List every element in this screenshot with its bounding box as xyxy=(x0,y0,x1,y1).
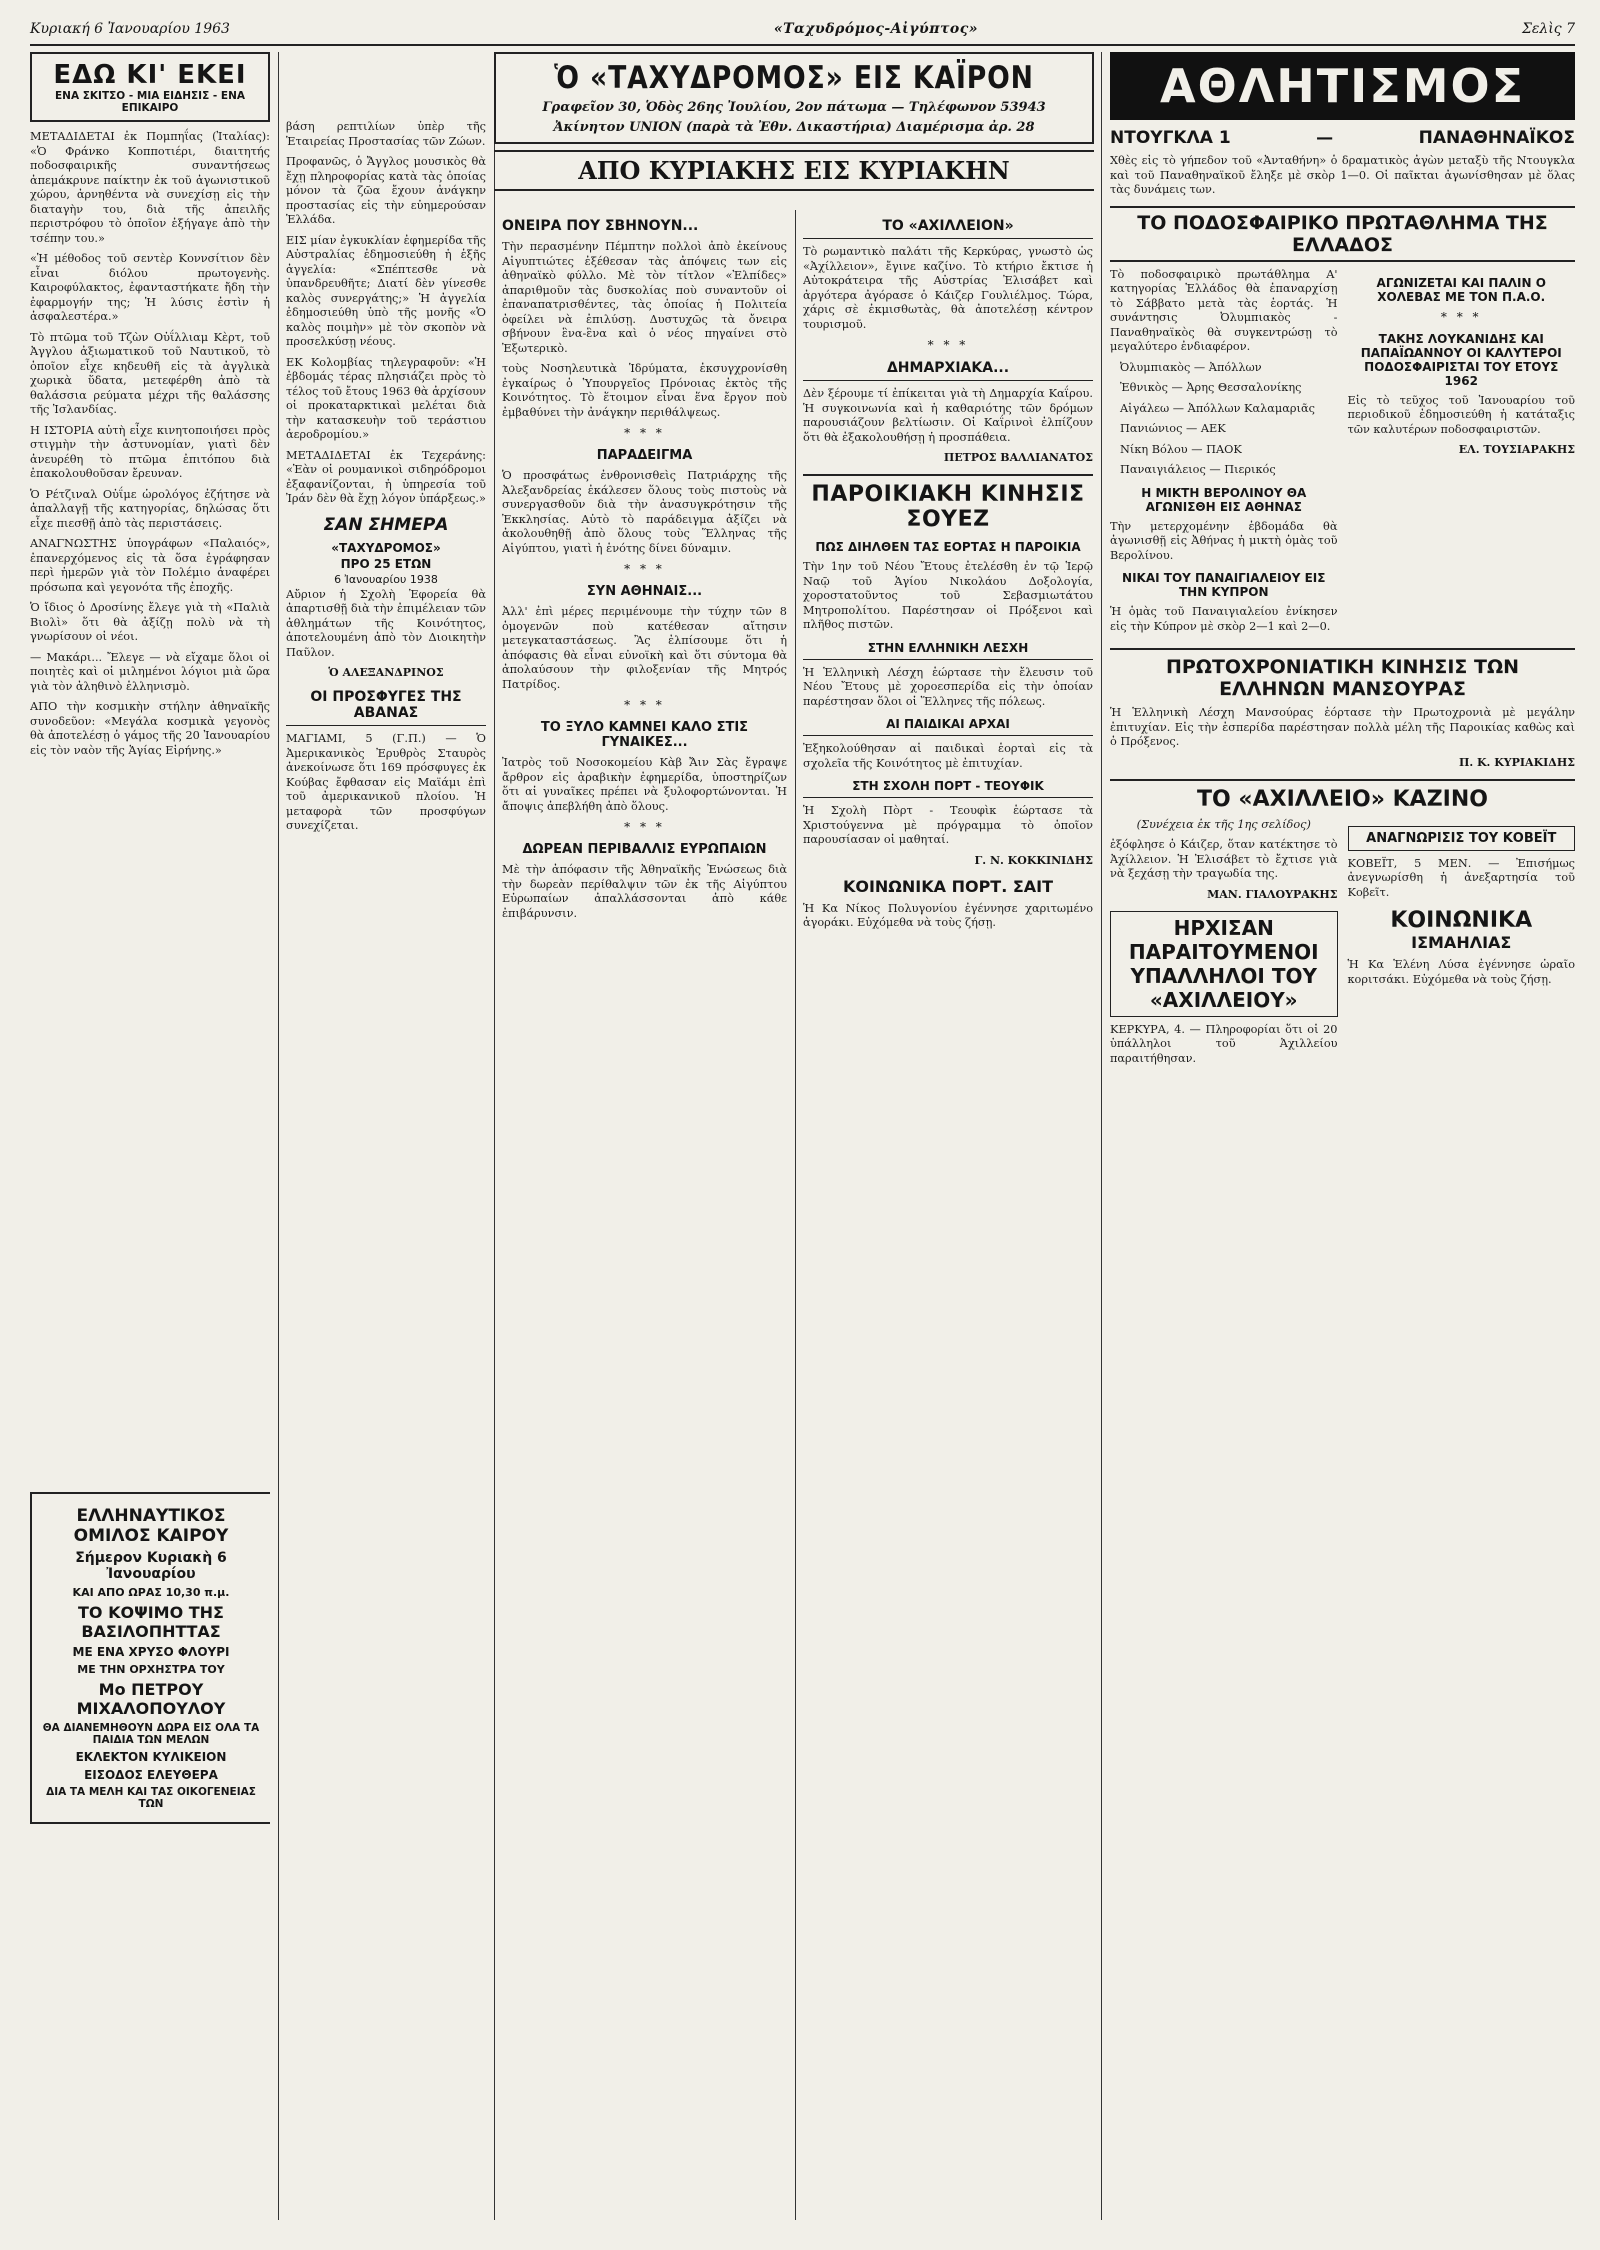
section-title: ΕΔΩ ΚΙ' ΕΚΕΙ xyxy=(53,60,247,90)
article-text: Τὸ ρωμαντικὸ παλάτι τῆς Κερκύρας, γνωστὸ ὡς «Ἀχίλλειον», ἔγινε καζίνο. Τὸ κτήριο ἔκτισε ἡ Αὐτοκράτειρα τῆς Αὐστρίας Ἐλισάβετ καὶ ἀργότερα ἀγόρασε ὁ Κάιζερ Γουλιέλμος. Τώρα, χάρις σὲ ἐκμισθωτὰς, θὰ ἀποτελέσῃ κέντρον τουρισμοῦ. xyxy=(803,245,1093,331)
masthead-address: Γραφεῖον 30, Ὁδὸς 26ης Ἰουλίου, 2ον πάτωμα — Τηλέφωνον 53943 xyxy=(542,100,1046,115)
team-home: ΝΤΟΥΓΚΛΑ 1 xyxy=(1110,128,1231,148)
news-item: «Ἡ μέθοδος τοῦ σεντὲρ Κοννσίτιον δὲν εἶναι διόλου πρωτογενὴς. Καιροφύλακτος, ἐφανταστήκατε ἤδη τὴν ἐφαρμογήν της; Ἡ λύσις ἐστὶν ἡ ἀσφαλεστέρα.» xyxy=(30,252,270,323)
parish-title: ΠΑΡΟΙΚΙΑΚΗ ΚΙΝΗΣΙΣ ΣΟΥΕΖ xyxy=(803,474,1093,532)
section-subtitle: ΕΝΑ ΣΚΙΤΣΟ - ΜΙΑ ΕΙΔΗΣΙΣ - ΕΝΑ ΕΠΙΚΑΙΡΟ xyxy=(54,90,246,114)
ad-line: ΘΑ ΔΙΑΝΕΜΗΘΟΥΝ ΔΩΡΑ ΕΙΣ ΟΛΑ ΤΑ ΠΑΙΔΙΑ ΤΩΝ ΜΕΛΩΝ xyxy=(42,1722,260,1746)
anniversary-subtitle: «ΤΑΧΥΔΡΟΜΟΣ» xyxy=(331,540,441,555)
subheading-oneira: ΟΝΕΙΡΑ ΠΟΥ ΣΒΗΝΟΥΝ... xyxy=(502,218,699,234)
masthead-address: Ἀκίνητον UNION (παρὰ τὰ Ἐθν. Δικαστήρια) Διαμέρισμα ἀρ. 28 xyxy=(553,120,1035,135)
article-text: Τὸ ποδοσφαιρικὸ πρωτάθλημα Α' κατηγορίας Ἑλλάδος θὰ ἐπαναρχίσῃ τὸ Σάββατο μετὰ τὰς ἑορτάς. Ἡ συνάντησις Ὀλυμπιακὸς - Παναθηναϊκὸς θὰ συγκεντρώσῃ τὸ μεγαλύτερο ἐνδιαφέρον. xyxy=(1110,267,1338,353)
casino-left xyxy=(1110,818,1338,1073)
ad-line: ΜΕ ΕΝΑ ΧΡΥΣΟ ΦΛΟΥΡΙ xyxy=(72,1645,230,1659)
article-text: Τὴν 1ην τοῦ Νέου Ἔτους ἐτελέσθη ἐν τῷ Ἱερῷ Ναῷ τοῦ Ἁγίου Νικολάου Δοξολογία, χοροστατοῦντος τοῦ Σεβασμιωτάτου Μητροπολίτου. Παρέστησαν οἱ Πρόξενοι καὶ πλῆθος πιστῶν. xyxy=(803,560,1093,631)
column-rule xyxy=(795,210,796,2220)
author-signature: ΕΛ. ΤΟΥΣΙΑΡΑΚΗΣ xyxy=(1458,443,1575,456)
main-column-title: ΑΠΟ ΚΥΡΙΑΚΗΣ ΕΙΣ ΚΥΡΙΑΚΗΝ xyxy=(494,150,1094,191)
article-text: Δὲν ξέρουμε τί ἐπίκειται γιὰ τὴ Δημαρχία Καΐρου. Ἡ συγκοινωνία καὶ ἡ καθαριότης τῶν δρόμων παρουσιάζουν βελτίωσιν. Οἱ Καΐρινοὶ ἐλπίζουν ὅτι θὰ ἐξακολουθήσῃ ἡ προσπάθεια. xyxy=(803,387,1093,444)
article-text: ΚΕΡΚΥΡΑ, 4. — Πληροφορίαι ὅτι οἱ 20 ὑπάλληλοι τοῦ Ἀχιλλείου παραιτήθησαν. xyxy=(1110,1022,1338,1065)
ad-line: ΤΟ ΚΟΨΙΜΟ ΤΗΣ ΒΑΣΙΛΟΠΗΤΤΑΣ xyxy=(78,1603,224,1641)
anniversary-text: Αὔριον ἡ Σχολὴ Ἐφορεία θὰ ἀπαρτισθῇ διὰ τὴν ἐπιμέλειαν τῶν ἀθλημάτων τῆς Κοινότητος, ἀποτελουμένη ἀπὸ τὸν Διοικητὴν Παῦλον. xyxy=(286,587,486,659)
subheading-paradeigma: ΠΑΡΑΔΕΙΓΜΑ xyxy=(596,448,693,463)
score-separator: — xyxy=(1316,128,1334,148)
article-text: Ἡ Σχολὴ Πὸρτ - Τεουφὶκ ἑώρτασε τὰ Χριστούγεννα μὲ πρόγραμμα τὸ ὁποῖον παρουσίασαν οἱ μαθηταί. xyxy=(803,804,1093,846)
ad-line: Σήμερον Κυριακὴ 6 Ἰανουαρίου xyxy=(75,1550,227,1582)
subheading-achilleion: ΤΟ «ΑΧΙΛΛΕΙΟΝ» xyxy=(803,218,1093,239)
ad-line: Μο ΠΕΤΡΟΥ ΜΙΧΑΛΟΠΟΥΛΟΥ xyxy=(76,1680,226,1718)
news-item: Ὁ ἴδιος ὁ Δροσίνης ἔλεγε γιὰ τὴ «Παλιὰ Βιολὶ» ὅτι θὰ ἀξίζῃ πολὺ νὰ τὴ γνωρίσουν οἱ νέοι. xyxy=(30,601,270,643)
anniversary-signature: Ὁ ΑΛΕΞΑΝΔΡΙΝΟΣ xyxy=(328,666,444,679)
news-item: Προφανῶς, ὁ Ἄγγλος μουσικὸς θὰ ἔχῃ πληροφορίας κατὰ τὰς ὁποίας μόνον τὰ ζῶα ἔχουν ἀνάγκην προστασίας εἰς τὴν εὐημερούσαν Ἑλλάδα. xyxy=(286,155,486,226)
page-date: Κυριακή 6 Ἰανουαρίου 1963 xyxy=(30,21,230,37)
casino-right xyxy=(1348,818,1576,1073)
fixture: Νίκη Βόλου — ΠΑΟΚ xyxy=(1120,442,1242,456)
author-signature: ΠΕΤΡΟΣ ΒΑΛΛΙΑΝΑΤΟΣ xyxy=(943,451,1093,464)
anniversary-date: 6 Ἰανουαρίου 1938 xyxy=(334,572,438,586)
column-4 xyxy=(803,210,1093,2220)
championship-title: ΤΟ ΠΟΔΟΣΦΑΙΡΙΚΟ ΠΡΩΤΑΘΛΗΜΑ ΤΗΣ ΕΛΛΑΔΟΣ xyxy=(1110,206,1575,262)
separator-stars: * * * xyxy=(624,426,665,440)
article-text: Ἡ Κα Ἑλένη Λύσα ἐγέννησε ὡραῖο κοριτσάκι. Εὐχόμεθα νὰ τοὺς ζήσῃ. xyxy=(1347,958,1575,986)
subheading-xylo: ΤΟ ΞΥΛΟ ΚΑΜΝΕΙ ΚΑΛΟ ΣΤΙΣ ΓΥΝΑΙΚΕΣ... xyxy=(540,720,749,750)
article-text: Ἡ Ἑλληνικὴ Λέσχη ἑώρτασε τὴν ἔλευσιν τοῦ Νέου Ἔτους μὲ χοροεσπερίδα εἰς τὴν ὁποίαν παρέστησαν ὅλοι οἱ Ἕλληνες τῆς πόλεως. xyxy=(803,665,1093,708)
refugees-title: ΟΙ ΠΡΟΣΦΥΓΕΣ ΤΗΣ ΑΒΑΝΑΣ xyxy=(286,689,486,726)
masthead-box xyxy=(494,52,1094,144)
ad-line: ΕΚΛΕΚΤΟΝ ΚΥΛΙΚΕΙΟΝ xyxy=(75,1750,227,1764)
anniversary-title: ΣΑΝ ΣΗΜΕΡΑ xyxy=(323,514,449,535)
running-head xyxy=(30,14,1575,44)
news-item: ΑΠΟ τὴν κοσμικὴν στήλην ἀθηναϊκῆς συνοδεῦον: «Μεγάλα κοσμικὰ γεγονὸς θὰ ἀποτελέσῃ ὁ γάμος τῆς 20 Ἰανουαρίου εἰς τὸν ναὸν τῆς Ἁγίας Εἰρήνης.» xyxy=(30,700,270,757)
sports-right xyxy=(1348,268,1576,641)
casino-columns xyxy=(1110,818,1575,1073)
fixture: Πανιώνιος — ΑΕΚ xyxy=(1120,422,1226,435)
anniversary-years: ΠΡΟ 25 ΕΤΩΝ xyxy=(340,556,432,571)
column-rule xyxy=(278,52,279,2220)
ad-line: ΚΑΙ ΑΠΟ ΩΡΑΣ 10,30 π.μ. xyxy=(72,1586,230,1599)
ad-line: ΔΙΑ ΤΑ ΜΕΛΗ ΚΑΙ ΤΑΣ ΟΙΚΟΓΕΝΕΙΑΣ ΤΩΝ xyxy=(46,1786,256,1810)
sports-section-title: ΑΘΛΗΤΙΣΜΟΣ xyxy=(1110,52,1575,120)
article-text: Μὲ τὴν ἀπόφασιν τῆς Ἀθηναϊκῆς Ἐνώσεως διὰ τὴν δωρεὰν περίθαλψιν τῶν ἐκ τῆς Αἰγύπτου Εὐρωπαίων ἀπαλλάσσονται ἀπὸ κάθε ἐπιβάρυνσιν. xyxy=(502,863,787,920)
subheading-koinonika: ΚΟΙΝΩΝΙΚΑ ΠΟΡΤ. ΣΑΙΤ xyxy=(842,876,1054,896)
news-item: ΕΙΣ μίαν ἐγκυκλίαν ἐφημερίδα τῆς Αὐστραλίας ἐδημοσιεύθη ἡ ἑξῆς ἀγγελία: «Σπέπτεσθε νὰ ὑπανδρευθῆτε; Διατί δὲν γίνεσθε καλὸς συνεργάτης;» Ἡ ἀγγελία ἐδημοσιεύθη ὑπὸ τῆς μονῆς «Ὁ καλὸς ποιμὴν» μὲ τὸν σκοπὸν νὰ προσελκύσῃ νέους. xyxy=(286,233,486,348)
ad-line: ΜΕ ΤΗΝ ΟΡΧΗΣΤΡΑ ΤΟΥ xyxy=(77,1663,225,1676)
subheading-berlin: Η ΜΙΚΤΗ ΒΕΡΟΛΙΝΟΥ ΘΑ ΑΓΩΝΙΣΘΗ ΕΙΣ ΑΘΗΝΑΣ xyxy=(1141,485,1307,514)
article-text: Ἡ Κα Νίκος Πολυγονίου ἐγέννησε χαριτωμένο ἀγοράκι. Εὐχόμεθα νὰ τοὺς ζήσῃ. xyxy=(803,901,1093,929)
author-signature: Γ. Ν. ΚΟΚΚΙΝΙΔΗΣ xyxy=(974,853,1093,867)
subheading-paidikai: ΑΙ ΠΑΙΔΙΚΑΙ ΑΡΧΑΙ xyxy=(803,717,1093,736)
article-text: Ὁ προσφάτως ἐνθρονισθεὶς Πατριάρχης τῆς Ἀλεξανδρείας ἐκάλεσεν ὅλους τοὺς πιστοὺς νὰ συνεργασθοῦν διὰ τὴν ἀνασυγκρότησιν τῆς Ἐκκλησίας. Αὐτὸ τὸ παράδειγμα ἀξίζει νὰ ἀκολουθηθῇ ἀπὸ ὅλους τοὺς Ἕλληνας τῆς Αἰγύπτου, γιατὶ ἡ ἑνότης δίνει δύναμιν. xyxy=(502,469,787,555)
parish-subtitle: ΠΩΣ ΔΙΗΛΘΕΝ ΤΑΣ ΕΟΡΤΑΣ Η ΠΑΡΟΙΚΙΑ xyxy=(815,540,1081,554)
match-result xyxy=(1110,128,1575,148)
article-text: Τὴν μετερχομένην ἑβδομάδα θὰ ἀγωνισθῇ εἰς Ἀθήνας ἡ μικτὴ ὁμὰς τοῦ Βερολίνου. xyxy=(1110,519,1338,562)
article-text: Ἐξηκολούθησαν αἱ παιδικαὶ ἑορταὶ εἰς τὰ σχολεῖα τῆς Κοινότητος μὲ ἐπιτυχίαν. xyxy=(803,742,1093,770)
column-5-sports xyxy=(1110,52,1575,2220)
news-item: ΑΝΑΓΝΩΣΤΗΣ ὑπογράφων «Παλαιός», ἐπανερχόμενος εἰς τὰ ὅσα ἐγράφησαν περὶ ἡμερῶν γιὰ τὸν Πολέμιο ἀναφέρει πρόσωπα καὶ γεγονότα τῆς ἐποχῆς. xyxy=(30,537,270,594)
subheading-kuwait: ΑΝΑΓΝΩΡΙΣΙΣ ΤΟΥ ΚΟΒΕΪΤ xyxy=(1348,826,1576,851)
subheading-cyprus: ΝΙΚΑΙ ΤΟΥ ΠΑΝΑΙΓΙΑΛΕΙΟΥ ΕΙΣ ΤΗΝ ΚΥΠΡΟΝ xyxy=(1122,571,1326,599)
section-header-edo-ki-ekei xyxy=(30,52,270,122)
subheading-resignations: ΗΡΧΙΣΑΝ ΠΑΡΑΙΤΟΥΜΕΝΟΙ ΥΠΑΛΛΗΛΟΙ ΤΟΥ «ΑΧΙΛΛΕΙΟΥ» xyxy=(1110,911,1338,1017)
column-2 xyxy=(286,120,486,2220)
subheading-cholevas: ΑΓΩΝΙΖΕΤΑΙ ΚΑΙ ΠΑΛΙΝ Ο ΧΟΛΕΒΑΣ ΜΕ ΤΟΝ Π.Α.Ο. xyxy=(1376,275,1546,304)
sports-two-columns xyxy=(1110,268,1575,641)
news-item: βάση ρεπτιλίων ὑπὲρ τῆς Ἑταιρείας Προστασίας τῶν Ζώων. xyxy=(286,120,486,148)
news-item: Η ΙΣΤΟΡΙΑ αὐτὴ εἶχε κινητοποιήσει πρὸς στιγμὴν τὴν ἀστυνομίαν, γιατὶ δὲν ἀνευρέθη τὸ πτῶμα ἐπιτόπου διὰ ἐπακολουθοῦσαν ἔρευναν. xyxy=(30,423,270,480)
sports-left xyxy=(1110,268,1338,641)
author-signature: ΜΑΝ. ΓΙΑΛΟΥΡΑΚΗΣ xyxy=(1207,887,1338,901)
article-text: Χθὲς εἰς τὸ γήπεδον τοῦ «Ἀνταθήνη» ὁ δραματικὸς ἀγὼν μεταξὺ τῆς Ντουγκλα καὶ τοῦ Παναθηναϊκοῦ ἔληξε μὲ σκὸρ 1—0. Οἱ παῖκται ἀγωνίσθησαν μὲ ὅλας τὰς δυνάμεις των. xyxy=(1110,154,1575,196)
separator-stars: * * * xyxy=(624,562,665,576)
article-text: Εἰς τὸ τεῦχος τοῦ Ἰανουαρίου τοῦ περιοδικοῦ ἐδημοσιεύθη ἡ κατάταξις τῶν καλυτέρων ποδοσφαιριστῶν. xyxy=(1347,393,1575,436)
article-text: Ἰατρὸς τοῦ Νοσοκομείου Κὰβ Ἄιν Σὰς ἔγραψε ἄρθρον εἰς ἀραβικὴν ἐφημερίδα, ὑποστηρίζων ὅτι αἱ γυναῖκες πρέπει νὰ ξυλοφορτώνονται. Ἡ ἄποψις ἀπεβλήθη ἀπὸ ὅλους. xyxy=(502,756,787,813)
column-1 xyxy=(30,52,270,2220)
news-item: ΜΕΤΑΔΙΔΕΤΑΙ ἐκ Πομπηΐας (Ἰταλίας): «Ὁ Φράνκο Κοπποτιέρι, διαιτητής ποδοσφαιρικῆς συναντήσεως ἀπεμάκρυνε παίκτην ἐκ τοῦ ἀγωνιστικοῦ χώρου, ἀρνηθέντα νὰ συνεχίσῃ εἰς τὴν διαταγὴν του, διὰ τῆς ἀπειλῆς περιστρόφου τὸ ὁποῖον ἐξήγαγε ἀπὸ τὴν τσέπην του.» xyxy=(30,130,270,245)
fixture: Παναιγιάλειος — Πιερικός xyxy=(1120,463,1276,476)
fixture: Αἰγάλεω — Ἀπόλλων Καλαμαριᾶς xyxy=(1120,401,1315,415)
subheading-syn-athinais: ΣΥΝ ΑΘΗΝΑΙΣ... xyxy=(586,584,703,599)
masthead-title: Ὁ «ΤΑΧΥΔΡΟΜΟΣ» ΕΙΣ ΚΑΪΡΟΝ xyxy=(554,60,1034,96)
article-text: ΚΟΒΕΪΤ, 5 ΜΕΝ. — Ἐπισήμως ἀνεγνωρίσθη ἡ ἀνεξαρτησία τοῦ Κοβεῖτ. xyxy=(1347,856,1575,899)
separator-stars: * * * xyxy=(927,338,969,352)
mansoura-title: ΠΡΩΤΟΧΡΟΝΙΑΤΙΚΗ ΚΙΝΗΣΙΣ ΤΩΝ ΕΛΛΗΝΩΝ ΜΑΝΣΟΥΡΑΣ xyxy=(1110,648,1575,700)
subheading-best-players: ΤΑΚΗΣ ΛΟΥΚΑΝΙΔΗΣ ΚΑΙ ΠΑΠΑΪΩΑΝΝΟΥ ΟΙ ΚΑΛΥΤΕΡΟΙ ΠΟΔΟΣΦΑΙΡΙΣΤΑΙ ΤΟΥ ΕΤΟΥΣ 1962 xyxy=(1360,331,1562,388)
fixture: Ὀλυμπιακὸς — Ἀπόλλων xyxy=(1120,360,1262,374)
column-rule xyxy=(494,120,495,2220)
team-away: ΠΑΝΑΘΗΝΑΪΚΟΣ xyxy=(1418,128,1575,148)
ad-line: ΕΙΣΟΔΟΣ ΕΛΕΥΘΕΡΑ xyxy=(84,1768,218,1782)
social-title: ΚΟΙΝΩΝΙΚΑ xyxy=(1390,908,1533,933)
social-subtitle: ΙΣΜΑΗΛΙΑΣ xyxy=(1411,933,1512,952)
news-item: Ὁ Ρέτζιναλ Οὐΐμε ὡρολόγος ἐζήτησε νὰ ἀπαλλαγῇ τῆς κατηγορίας, δηλώσας ὅτι εἶχε πιεσθῇ ἀπὸ τὰς περιστάσεις. xyxy=(30,487,270,530)
separator-stars: * * * xyxy=(624,698,665,712)
news-item: ΕΚ Κολομβίας τηλεγραφοῦν: «Ἡ ἐβδομάς τέρας πλησιάζει πρὸς τὸ τέλος τοῦ ἔτους 1963 θὰ ἀρχίσουν οἱ προκαταρκτικαὶ μελέται διὰ τὴν κατασκευὴν τοῦ τεράστιου ἀεροδρομίου.» xyxy=(286,355,486,441)
casino-title: ΤΟ «ΑΧΙΛΛΕΙΟ» ΚΑΖΙΝΟ xyxy=(1110,779,1575,812)
ad-title: ΕΛΛΗΝΑΥΤΙΚΟΣ ΟΜΙΛΟΣ ΚΑΙΡΟΥ xyxy=(73,1506,229,1546)
subheading-dorean: ΔΩΡΕΑΝ ΠΕΡΙΒΑΛΛΙΣ ΕΥΡΩΠΑΙΩΝ xyxy=(522,842,767,857)
article-text: Ἡ ὁμὰς τοῦ Παναιγιαλείου ἐνίκησεν εἰς τὴν Κύπρον μὲ σκὸρ 2—1 καὶ 2—0. xyxy=(1110,605,1338,633)
article-text: Ἀλλ' ἐπὶ μέρες περιμένουμε τὴν τύχην τῶν 8 ὁμογενῶν ποὺ κατέθεσαν αἴτησιν μετεγκαταστάσεως. Ἂς ἐλπίσουμε ὅτι ἡ ἀπόφασις θὰ εἶναι εὐνοϊκὴ καὶ ὅτι σύντομα θὰ ἀπολαύσουν τὴν φιλοξενίαν τῆς Μητρός Πατρίδος. xyxy=(502,605,787,691)
masthead-cairo xyxy=(494,52,1094,191)
article-text: Ἡ Ἑλληνικὴ Λέσχη Μανσούρας ἑόρτασε τὴν Πρωτοχρονιὰ μὲ μεγάλην ἐπιτυχίαν. Εἰς τὴν ἑσπερίδα παρέστησαν πολλὰ μέλη τῆς Παροικίας καθὼς καὶ ὁ Πρόξενος. xyxy=(1110,706,1575,748)
separator-stars: * * * xyxy=(624,820,665,834)
newspaper-name: «Ταχυδρόμος-Αἰγύπτος» xyxy=(773,21,979,37)
casino-continuation: (Συνέχεια ἐκ τῆς 1ης σελίδος) xyxy=(1136,817,1311,831)
subheading-scholi: ΣΤΗ ΣΧΟΛΗ ΠΟΡΤ - ΤΕΟΥΦΙΚ xyxy=(803,779,1093,798)
refugees-text: ΜΑΓΙΑΜΙ, 5 (Γ.Π.) — Ὁ Ἀμερικανικὸς Ἐρυθρὸς Σταυρὸς ἀνεκοίνωσε ὅτι 169 πρόσφυγες ἐκ Κούβας ἔφθασαν εἰς Μαϊάμι ἐπὶ τοῦ ἀμερικανικοῦ πλοίου. Ἡ μεταφορὰ τῶν προσφύγων συνεχίζεται. xyxy=(286,732,486,832)
fixture: Ἐθνικὸς — Ἀρης Θεσσαλονίκης xyxy=(1120,381,1302,394)
author-signature: Π. Κ. ΚΥΡΙΑΚΙΔΗΣ xyxy=(1458,755,1575,769)
column-3 xyxy=(502,210,787,2220)
article-text: τοὺς Νοσηλευτικὰ Ἱδρύματα, ἐκσυγχρονίσθη ἐγκαίρως ὁ Ὑπουργεῖος Πρόνοιας ἐκτὸς τῆς Κοινότητος. Τὸ ἕτοιμον εἶναι ἕνα ἔργον ποὺ ἐμβαθύνει τὴν ἀνάγκην περιθάλψεως. xyxy=(502,362,787,419)
separator-stars: * * * xyxy=(1440,309,1482,324)
subheading-lesxi: ΣΤΗΝ ΕΛΛΗΝΙΚΗ ΛΕΣΧΗ xyxy=(803,641,1093,660)
article-text: Τὴν περασμένην Πέμπτην πολλοὶ ἀπὸ ἐκείνους Αἰγυπτιώτες ἐξέθεσαν τὰς ἀπόψεις των εἰς ἀθηναϊκὸ φύλλο. Μὲ τὸν τίτλον «Ἐλπίδες» ἀπαριθμοῦν τὰς δυσκολίας ποὺ συναντοῦν οἱ ἐπαναπατρισθέντες, τὰς ὁποίας ἡ Πολιτεία ὀφείλει νὰ ἐπιλύσῃ. Δυστυχῶς τὰ ὄνειρα σβήνουν ἓνα-ἓνα καὶ ὁ νέος πηγαίνει στὸ Ἐξωτερικὸ. xyxy=(502,240,787,355)
page-number: Σελὶς 7 xyxy=(1522,21,1575,37)
advertisement-nautical-club xyxy=(30,1492,270,1824)
top-rule xyxy=(30,44,1575,46)
column-rule xyxy=(1101,52,1102,2220)
subheading-dimarchiaka: ΔΗΜΑΡΧΙΑΚΑ... xyxy=(803,360,1093,381)
article-text: ἐξόφλησε ὁ Κάιζερ, ὅταν κατέκτησε τὸ Ἀχίλλειον. Ἡ Ἐλισάβετ τὸ ἔχτισε γιὰ νὰ ξεχάσῃ τὴν τραγωδία της. xyxy=(1110,838,1338,880)
news-item: Τὸ πτῶμα τοῦ Τζὼν Οὐΐλλιαμ Κὲρτ, τοῦ Ἀγγλου ἀξιωματικοῦ τοῦ Ναυτικοῦ, τὸ ὁποῖον εἶχε κηδευθῆ εἰς τὰ ἀγγλικὰ χωρικὰ ὕδατα, μετεφέρθη ἀπὸ τὰ θαλάσσια ρεύματα μέχρι τῆς θαλάσσης τῆς Ἰσλανδίας. xyxy=(30,330,270,416)
news-item: — Μακάρι... Ἔλεγε — νὰ εἴχαμε ὅλοι οἱ ποιητὲς καὶ οἱ μιλημένοι λόγιοι μιὰ ὥρα γιὰ τὸν ἀληθινὸ ἑλληνισμὸ. xyxy=(30,650,270,693)
news-item: ΜΕΤΑΔΙΔΕΤΑΙ ἐκ Τεχεράνης: «Ἐὰν οἱ ρουμανικοὶ σιδηρόδρομοι ἐξαφανίζονται, ἡ ὑπηρεσία τοῦ Ἰράν δὲν θὰ ἔχῃ λόγον ὑπάρξεως.» xyxy=(286,448,486,505)
